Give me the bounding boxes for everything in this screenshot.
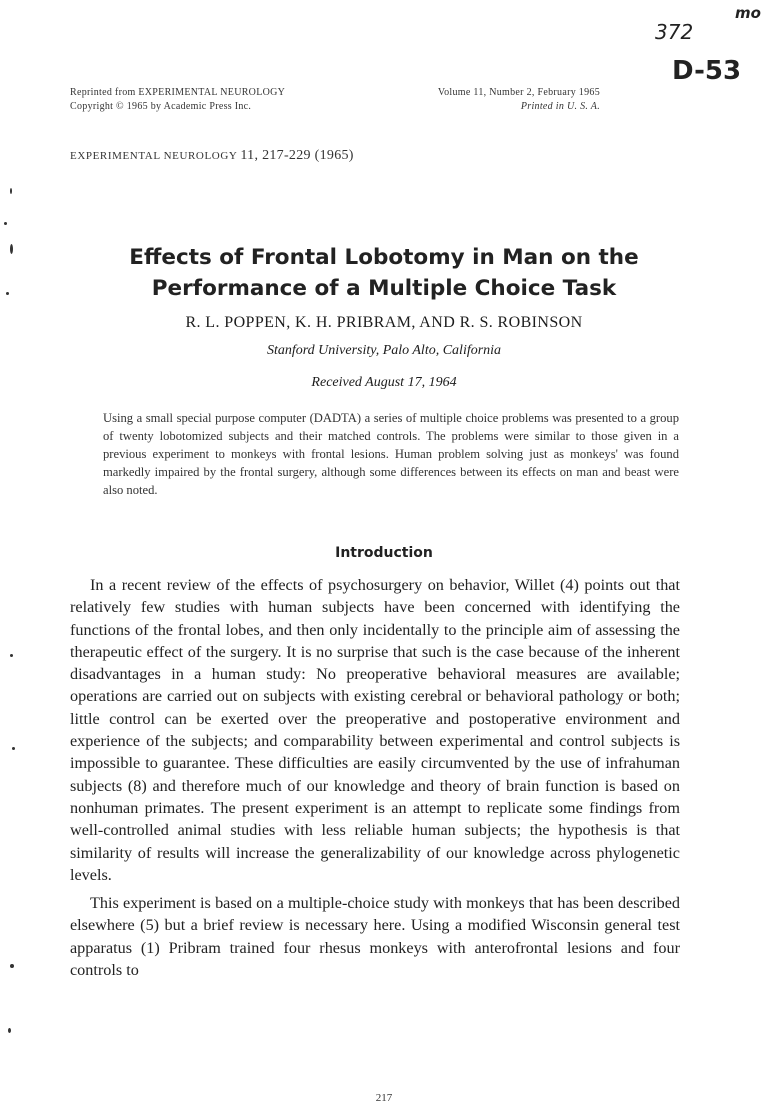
section-heading: Introduction: [335, 545, 433, 561]
speck: [10, 654, 13, 657]
handwritten-code: D-53: [672, 56, 742, 86]
volume-line: Volume 11, Number 2, February 1965: [437, 87, 600, 98]
title-line-1: Effects of Frontal Lobotomy in Man on the: [129, 245, 639, 270]
paragraph: This experiment is based on a multiple-choice study with monkeys that has been described elsewhere (5) but a brief review is necessary here. Using a modified Wisconsin general test apparatus (1) Pribram trained four rhesus monkeys with anterofrontal lesions and four controls to: [70, 894, 680, 980]
journal-volume-pages: 11, 217-229 (1965): [240, 148, 354, 163]
speck: [10, 964, 14, 968]
speck: [10, 188, 12, 194]
speck: [6, 292, 9, 295]
abstract: Using a small special purpose computer (DADTA) a series of multiple choice problems was presented to a group of twenty lobotomized subjects and their matched controls. The problems were similar to those given in a previous experiment to monkeys with frontal lesions. Human problem solving just as monkeys' was found markedly impaired by the frontal surgery, although some differences between its effects on man and beast were also noted.: [103, 411, 679, 497]
speck: [4, 222, 7, 225]
authors: R. L. POPPEN, K. H. PRIBRAM, AND R. S. ROBINSON: [185, 314, 583, 331]
journal-reference: [70, 148, 354, 164]
article-title: [0, 242, 768, 304]
speck: [10, 244, 13, 254]
printed-line: Printed in U. S. A.: [520, 101, 600, 112]
reprint-header-right: [370, 86, 600, 114]
reprint-header-left: [70, 86, 285, 114]
journal-name: EXPERIMENTAL NEUROLOGY: [70, 150, 238, 162]
page-number: 217: [375, 1092, 393, 1104]
affiliation: Stanford University, Palo Alto, California: [266, 343, 502, 358]
title-line-2: Performance of a Multiple Choice Task: [151, 276, 617, 301]
handwritten-number: 372: [655, 20, 694, 44]
handwritten-mark-top: mo: [735, 4, 761, 22]
copyright-line: Copyright © 1965 by Academic Press Inc.: [70, 101, 252, 112]
reprint-line: Reprinted from EXPERIMENTAL NEUROLOGY: [70, 87, 286, 98]
body-text: [70, 574, 680, 981]
speck: [12, 747, 15, 750]
received-date: Received August 17, 1964: [311, 375, 457, 390]
speck: [8, 1028, 11, 1033]
paragraph: In a recent review of the effects of psychosurgery on behavior, Willet (4) points out that relatively few studies with human subjects have been concerned with identifying the functions of the frontal lobes, and then only incidentally to the principle aim of assessing the therapeutic effect of the surgery. It is no surprise that such is the case because of the inherent disadvantages in a human study: No preoperative behavioral measures are available; operations are carried out on subjects with existing cerebral or behavioral pathology or both; little control can be exerted over the preoperative and postoperative environment and experience of the subjects; and comparability between experimental and control subjects is impossible to guarantee. These difficulties are easily circumvented by the use of infrahuman subjects (8) and therefore much of our knowledge and theory of brain function is based on nonhuman primates. The present experiment is an attempt to replicate some findings from well-controlled animal studies with less reliable human subjects; the hypothesis is that similarity of results will increase the generalizability of our knowledge across phylogenetic levels.: [70, 576, 680, 884]
